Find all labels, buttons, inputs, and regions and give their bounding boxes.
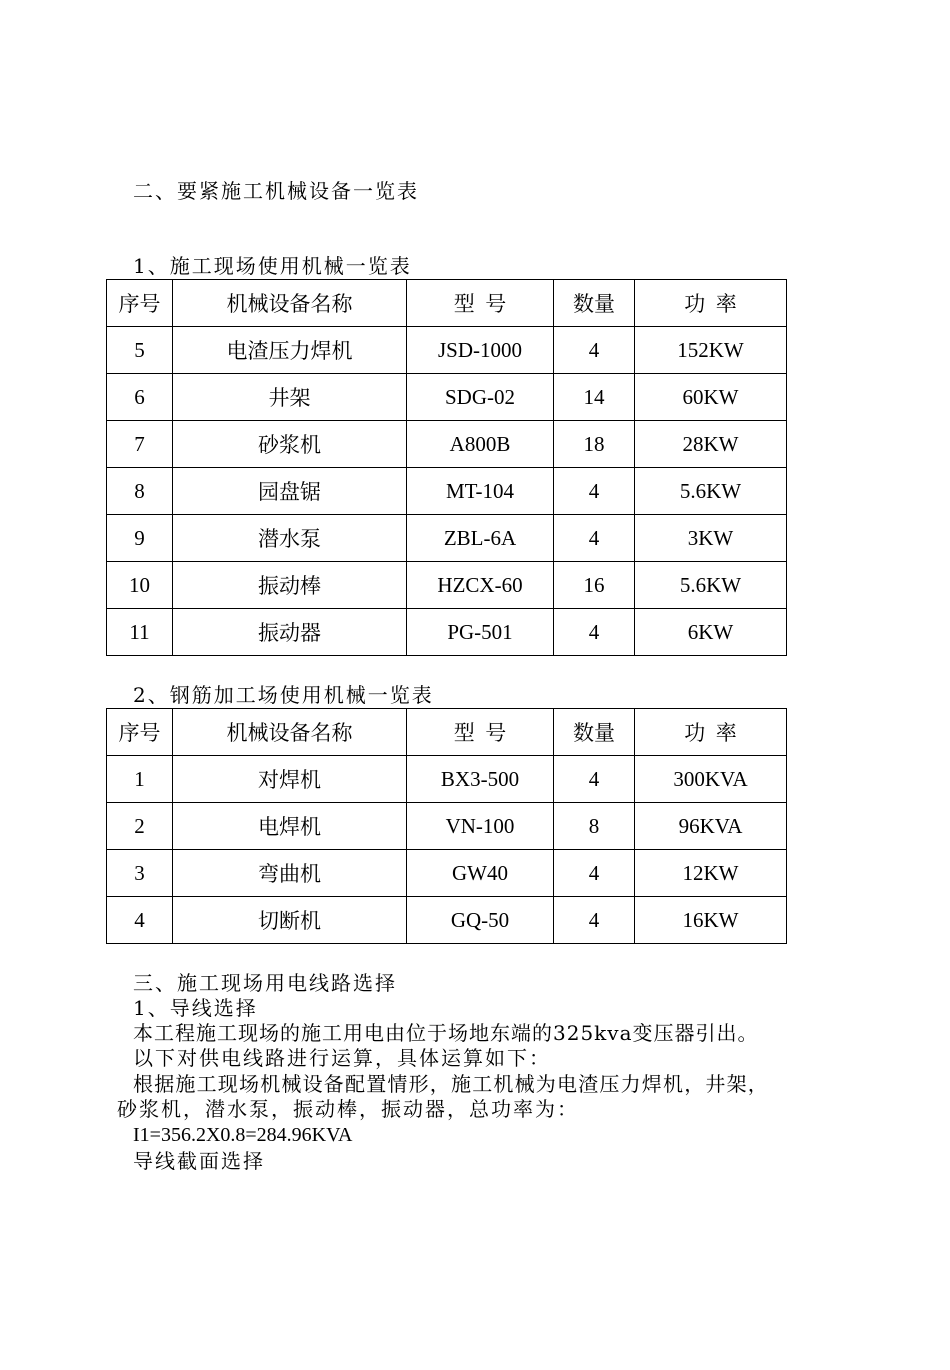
paragraph-equipment-line1: 根据施工现场机械设备配置情形，施工机械为电渣压力焊机，井架， <box>133 1072 769 1096</box>
formula-total-power: I1=356.2X0.8=284.96KVA <box>133 1124 353 1146</box>
header-cell: 机械设备名称 <box>173 709 407 756</box>
table-cell: 8 <box>554 803 635 850</box>
table-cell: VN-100 <box>407 803 554 850</box>
header-cell: 功 率 <box>635 280 787 327</box>
table-cell: JSD-1000 <box>407 327 554 374</box>
table-cell: 弯曲机 <box>173 850 407 897</box>
table-cell: GW40 <box>407 850 554 897</box>
table-row <box>107 421 787 468</box>
table-cell: 14 <box>554 374 635 421</box>
table-cell: 4 <box>554 515 635 562</box>
paragraph-power-source: 本工程施工现场的施工用电由位于场地东端的325kva变压器引出。 <box>133 1021 759 1045</box>
site-machinery-table <box>106 279 787 656</box>
table-cell: 3KW <box>635 515 787 562</box>
table-cell: 电焊机 <box>173 803 407 850</box>
table-row <box>107 850 787 897</box>
table-cell: 16 <box>554 562 635 609</box>
table-cell: 对焊机 <box>173 756 407 803</box>
table1-caption: 1、施工现场使用机械一览表 <box>133 254 412 278</box>
table-cell: 152KW <box>635 327 787 374</box>
table-cell: 井架 <box>173 374 407 421</box>
table-cell: 18 <box>554 421 635 468</box>
table-row <box>107 897 787 944</box>
table-cell: ZBL-6A <box>407 515 554 562</box>
table-cell: 7 <box>107 421 173 468</box>
table-cell: 6KW <box>635 609 787 656</box>
table-cell: 电渣压力焊机 <box>173 327 407 374</box>
table2-caption: 2、钢筋加工场使用机械一览表 <box>133 683 434 707</box>
header-cell: 机械设备名称 <box>173 280 407 327</box>
table-cell: 4 <box>554 609 635 656</box>
table-header-row <box>107 709 787 756</box>
table-row <box>107 327 787 374</box>
table-row <box>107 562 787 609</box>
table-cell: 4 <box>554 468 635 515</box>
table-cell: 10 <box>107 562 173 609</box>
header-cell: 功 率 <box>635 709 787 756</box>
table-cell: 12KW <box>635 850 787 897</box>
table-cell: 切断机 <box>173 897 407 944</box>
table-row <box>107 374 787 421</box>
section-heading-wiring: 三、施工现场用电线路选择 <box>133 971 397 995</box>
table-row <box>107 609 787 656</box>
table-cell: 振动棒 <box>173 562 407 609</box>
table-cell: 9 <box>107 515 173 562</box>
header-cell: 数量 <box>554 280 635 327</box>
table-cell: 5 <box>107 327 173 374</box>
header-cell: 型 号 <box>407 280 554 327</box>
table-cell: GQ-50 <box>407 897 554 944</box>
table-cell: SDG-02 <box>407 374 554 421</box>
table-cell: 4 <box>107 897 173 944</box>
table-cell: 5.6KW <box>635 468 787 515</box>
table-row <box>107 803 787 850</box>
table-cell: 潜水泵 <box>173 515 407 562</box>
table-cell: 28KW <box>635 421 787 468</box>
table-cell: 300KVA <box>635 756 787 803</box>
header-cell: 数量 <box>554 709 635 756</box>
table-cell: HZCX-60 <box>407 562 554 609</box>
header-cell: 序号 <box>107 709 173 756</box>
table-cell: 3 <box>107 850 173 897</box>
table-cell: 园盘锯 <box>173 468 407 515</box>
section-heading-equipment: 二、要紧施工机械设备一览表 <box>133 179 419 203</box>
paragraph-calc-intro: 以下对供电线路进行运算，具体运算如下： <box>133 1046 551 1070</box>
table-cell: 4 <box>554 327 635 374</box>
subheading-conductor: 1、导线选择 <box>133 996 258 1020</box>
table-cell: 4 <box>554 850 635 897</box>
table-cell: PG-501 <box>407 609 554 656</box>
table-cell: MT-104 <box>407 468 554 515</box>
paragraph-section-selection: 导线截面选择 <box>133 1149 265 1173</box>
header-cell: 型 号 <box>407 709 554 756</box>
table-header-row <box>107 280 787 327</box>
table-cell: 4 <box>554 897 635 944</box>
table-row <box>107 515 787 562</box>
table-row <box>107 468 787 515</box>
table-cell: A800B <box>407 421 554 468</box>
table-cell: 砂浆机 <box>173 421 407 468</box>
table-cell: 96KVA <box>635 803 787 850</box>
table-cell: 6 <box>107 374 173 421</box>
table-row <box>107 756 787 803</box>
table-cell: 5.6KW <box>635 562 787 609</box>
table-cell: 60KW <box>635 374 787 421</box>
rebar-machinery-table <box>106 708 787 944</box>
table-cell: 4 <box>554 756 635 803</box>
table-cell: 8 <box>107 468 173 515</box>
table-cell: 振动器 <box>173 609 407 656</box>
header-cell: 序号 <box>107 280 173 327</box>
table-cell: 11 <box>107 609 173 656</box>
table-cell: 2 <box>107 803 173 850</box>
table-cell: BX3-500 <box>407 756 554 803</box>
paragraph-equipment-line2: 砂浆机，潜水泵，振动棒，振动器，总功率为： <box>117 1097 579 1121</box>
table-cell: 16KW <box>635 897 787 944</box>
table-cell: 1 <box>107 756 173 803</box>
